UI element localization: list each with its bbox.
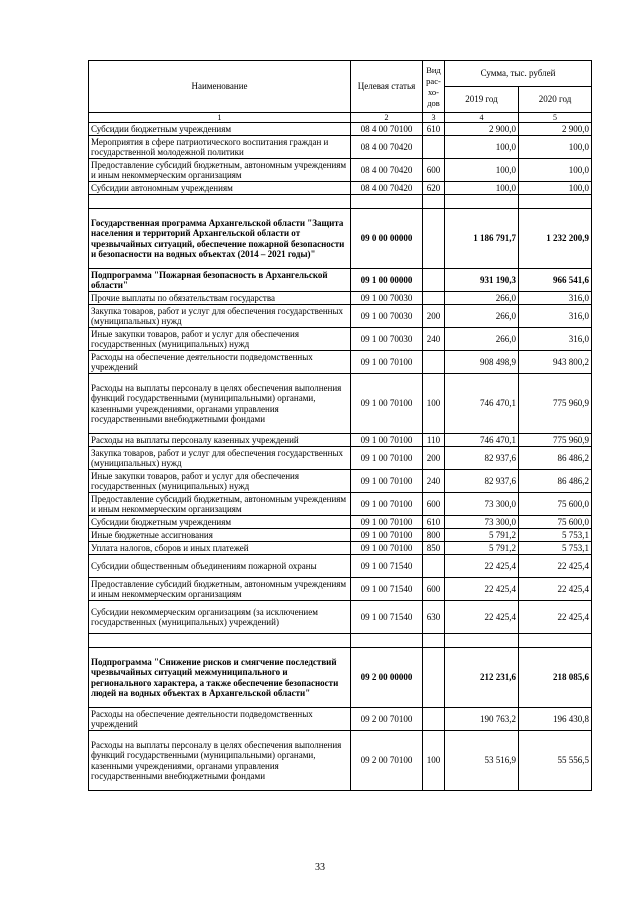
row-amount-2019: 266,0: [445, 305, 519, 328]
table-row: [89, 447, 592, 470]
row-amount-2019: [445, 195, 519, 209]
column-number: 5: [519, 113, 592, 123]
row-expense-type: [423, 269, 445, 292]
row-name: Иные закупки товаров, работ и услуг для обеспечения государственных (муниципальных) нужд: [89, 328, 351, 351]
row-amount-2020: 100,0: [519, 182, 592, 195]
row-name: Иные закупки товаров, работ и услуг для обеспечения государственных (муниципальных) нужд: [89, 470, 351, 493]
table-row: [89, 634, 592, 648]
row-amount-2020: 86 486,2: [519, 470, 592, 493]
row-expense-type: 200: [423, 447, 445, 470]
row-code: 09 1 00 70100: [351, 434, 423, 447]
row-code: 08 4 00 70100: [351, 123, 423, 136]
header-target-article: Целевая статья: [351, 61, 423, 113]
row-amount-2019: [445, 634, 519, 648]
row-amount-2020: 5 753,1: [519, 529, 592, 542]
table-row: [89, 328, 592, 351]
row-code: 08 4 00 70420: [351, 136, 423, 159]
row-name: Государственная программа Архангельской области "Защита населения и территорий Архангельской области от чрезвычайных ситуаций, обеспечение пожарной безопасности и безопасности на водных объектах (2014 – 2021 годы)": [89, 209, 351, 269]
row-code: 09 2 00 00000: [351, 648, 423, 708]
row-code: 09 1 00 00000: [351, 269, 423, 292]
table-row: [89, 269, 592, 292]
row-amount-2020: 55 556,5: [519, 731, 592, 791]
row-code: 09 0 00 00000: [351, 209, 423, 269]
row-expense-type: [423, 351, 445, 374]
row-name: Субсидии некоммерческим организациям (за исключением государственных (муниципальных) учреждений): [89, 601, 351, 634]
row-name: Субсидии автономным учреждениям: [89, 182, 351, 195]
row-amount-2020: 316,0: [519, 292, 592, 305]
row-code: 09 1 00 70100: [351, 374, 423, 434]
row-code: 09 1 00 70100: [351, 529, 423, 542]
table-row: [89, 601, 592, 634]
row-expense-type: [423, 195, 445, 209]
row-amount-2019: 5 791,2: [445, 542, 519, 555]
row-amount-2020: 316,0: [519, 328, 592, 351]
table-row: [89, 542, 592, 555]
row-name: Мероприятия в сфере патриотического воспитания граждан и государственной молодежной политики: [89, 136, 351, 159]
row-expense-type: [423, 648, 445, 708]
row-amount-2019: 100,0: [445, 136, 519, 159]
table-row: [89, 470, 592, 493]
row-amount-2020: 196 430,8: [519, 708, 592, 731]
header-sum: Сумма, тыс. рублей: [445, 61, 592, 87]
row-amount-2019: 2 900,0: [445, 123, 519, 136]
row-amount-2019: 931 190,3: [445, 269, 519, 292]
table-row: [89, 555, 592, 578]
table-row: [89, 708, 592, 731]
row-expense-type: 600: [423, 493, 445, 516]
table-row: [89, 578, 592, 601]
row-expense-type: 100: [423, 731, 445, 791]
table-row: [89, 351, 592, 374]
row-amount-2020: 943 800,2: [519, 351, 592, 374]
row-name: Подпрограмма "Снижение рисков и смягчение последствий чрезвычайных ситуаций межмуниципального и регионального характера, а также обеспечение безопасности людей на водных объектах в Архангельской области": [89, 648, 351, 708]
row-code: 09 1 00 71540: [351, 578, 423, 601]
row-amount-2019: 908 498,9: [445, 351, 519, 374]
row-amount-2019: 266,0: [445, 292, 519, 305]
row-expense-type: [423, 292, 445, 305]
table-row: [89, 182, 592, 195]
header-expense-type: Вид рас-хо-дов: [423, 61, 445, 113]
row-amount-2019: 22 425,4: [445, 601, 519, 634]
row-code: 09 1 00 70100: [351, 542, 423, 555]
row-expense-type: 600: [423, 578, 445, 601]
row-amount-2020: 316,0: [519, 305, 592, 328]
row-name: Закупка товаров, работ и услуг для обеспечения государственных (муниципальных) нужд: [89, 305, 351, 328]
header-year-2020: 2020 год: [519, 87, 592, 113]
row-code: 09 1 00 70030: [351, 292, 423, 305]
row-amount-2019: 100,0: [445, 182, 519, 195]
row-code: 09 1 00 71540: [351, 601, 423, 634]
row-expense-type: 200: [423, 305, 445, 328]
row-name: Предоставление субсидий бюджетным, автономным учреждениям и иным некоммерческим организациям: [89, 493, 351, 516]
row-code: 09 1 00 70030: [351, 328, 423, 351]
row-amount-2020: 218 085,6: [519, 648, 592, 708]
row-code: 09 1 00 71540: [351, 555, 423, 578]
row-amount-2020: 22 425,4: [519, 555, 592, 578]
row-amount-2019: 746 470,1: [445, 434, 519, 447]
row-expense-type: 800: [423, 529, 445, 542]
row-expense-type: 600: [423, 159, 445, 182]
row-amount-2020: 775 960,9: [519, 374, 592, 434]
row-expense-type: 850: [423, 542, 445, 555]
row-name: Расходы на выплаты персоналу в целях обеспечения выполнения функций государственными (муниципальными) органами, казенными учреждениями, органами управления государственными внебюджетными фондами: [89, 731, 351, 791]
row-amount-2019: 73 300,0: [445, 516, 519, 529]
budget-table: [88, 60, 592, 791]
table-row: [89, 292, 592, 305]
row-expense-type: [423, 136, 445, 159]
row-name: Прочие выплаты по обязательствам государства: [89, 292, 351, 305]
column-number: 3: [423, 113, 445, 123]
row-amount-2020: 966 541,6: [519, 269, 592, 292]
row-code: 09 2 00 70100: [351, 731, 423, 791]
row-code: 09 1 00 70100: [351, 493, 423, 516]
row-amount-2020: 86 486,2: [519, 447, 592, 470]
row-amount-2020: 775 960,9: [519, 434, 592, 447]
row-code: [351, 195, 423, 209]
row-amount-2019: 746 470,1: [445, 374, 519, 434]
row-amount-2020: 75 600,0: [519, 516, 592, 529]
row-code: 09 1 00 70100: [351, 516, 423, 529]
column-number: 4: [445, 113, 519, 123]
row-amount-2019: 266,0: [445, 328, 519, 351]
row-expense-type: 610: [423, 516, 445, 529]
table-row: [89, 434, 592, 447]
row-name: Расходы на обеспечение деятельности подведомственных учреждений: [89, 708, 351, 731]
row-name: Расходы на обеспечение деятельности подведомственных учреждений: [89, 351, 351, 374]
budget-rows: [89, 123, 592, 791]
row-amount-2020: 22 425,4: [519, 601, 592, 634]
table-row: [89, 529, 592, 542]
row-amount-2020: [519, 195, 592, 209]
row-expense-type: 110: [423, 434, 445, 447]
header-year-2019: 2019 год: [445, 87, 519, 113]
table-row: [89, 123, 592, 136]
column-number: 1: [89, 113, 351, 123]
row-name: Уплата налогов, сборов и иных платежей: [89, 542, 351, 555]
table-row: [89, 374, 592, 434]
row-code: 09 1 00 70100: [351, 447, 423, 470]
row-amount-2020: 2 900,0: [519, 123, 592, 136]
row-code: 09 1 00 70100: [351, 470, 423, 493]
table-row: [89, 493, 592, 516]
row-amount-2020: 1 232 200,9: [519, 209, 592, 269]
row-amount-2020: 100,0: [519, 136, 592, 159]
row-amount-2019: 190 763,2: [445, 708, 519, 731]
row-name: Иные бюджетные ассигнования: [89, 529, 351, 542]
row-name: Расходы на выплаты персоналу казенных учреждений: [89, 434, 351, 447]
row-name: Расходы на выплаты персоналу в целях обеспечения выполнения функций государственными (муниципальными) органами, казенными учреждениями, органами управления государственными внебюджетными фондами: [89, 374, 351, 434]
row-amount-2019: 22 425,4: [445, 578, 519, 601]
row-amount-2020: [519, 634, 592, 648]
row-code: 09 2 00 70100: [351, 708, 423, 731]
row-expense-type: 610: [423, 123, 445, 136]
row-name: Субсидии бюджетным учреждениям: [89, 123, 351, 136]
row-amount-2019: 5 791,2: [445, 529, 519, 542]
table-row: [89, 209, 592, 269]
table-row: [89, 516, 592, 529]
row-amount-2019: 100,0: [445, 159, 519, 182]
row-expense-type: [423, 708, 445, 731]
row-amount-2019: 22 425,4: [445, 555, 519, 578]
row-code: [351, 634, 423, 648]
row-name: [89, 195, 351, 209]
row-amount-2019: 73 300,0: [445, 493, 519, 516]
column-number: 2: [351, 113, 423, 123]
row-amount-2020: 5 753,1: [519, 542, 592, 555]
row-expense-type: [423, 209, 445, 269]
row-expense-type: [423, 634, 445, 648]
row-code: 08 4 00 70420: [351, 159, 423, 182]
row-code: 09 1 00 70030: [351, 305, 423, 328]
row-name: Субсидии бюджетным учреждениям: [89, 516, 351, 529]
row-name: Предоставление субсидий бюджетным, автономным учреждениям и иным некоммерческим организациям: [89, 578, 351, 601]
row-amount-2019: 212 231,6: [445, 648, 519, 708]
row-amount-2019: 1 186 791,7: [445, 209, 519, 269]
row-code: 08 4 00 70420: [351, 182, 423, 195]
row-code: 09 1 00 70100: [351, 351, 423, 374]
row-name: Предоставление субсидий бюджетным, автономным учреждениям и иным некоммерческим организациям: [89, 159, 351, 182]
table-row: [89, 136, 592, 159]
row-name: Подпрограмма "Пожарная безопасность в Архангельской области": [89, 269, 351, 292]
table-row: [89, 195, 592, 209]
row-name: Субсидии общественным объединениям пожарной охраны: [89, 555, 351, 578]
table-row: [89, 648, 592, 708]
row-amount-2019: 82 937,6: [445, 470, 519, 493]
row-amount-2019: 53 516,9: [445, 731, 519, 791]
row-expense-type: 620: [423, 182, 445, 195]
row-amount-2020: 100,0: [519, 159, 592, 182]
row-name: [89, 634, 351, 648]
row-amount-2020: 75 600,0: [519, 493, 592, 516]
row-amount-2020: 22 425,4: [519, 578, 592, 601]
row-expense-type: 240: [423, 470, 445, 493]
row-expense-type: 630: [423, 601, 445, 634]
table-row: [89, 731, 592, 791]
row-amount-2019: 82 937,6: [445, 447, 519, 470]
row-name: Закупка товаров, работ и услуг для обеспечения государственных (муниципальных) нужд: [89, 447, 351, 470]
table-row: [89, 159, 592, 182]
row-expense-type: 240: [423, 328, 445, 351]
row-expense-type: 100: [423, 374, 445, 434]
header-name: Наименование: [89, 61, 351, 113]
page-number: 33: [315, 862, 325, 873]
row-expense-type: [423, 555, 445, 578]
table-row: [89, 305, 592, 328]
